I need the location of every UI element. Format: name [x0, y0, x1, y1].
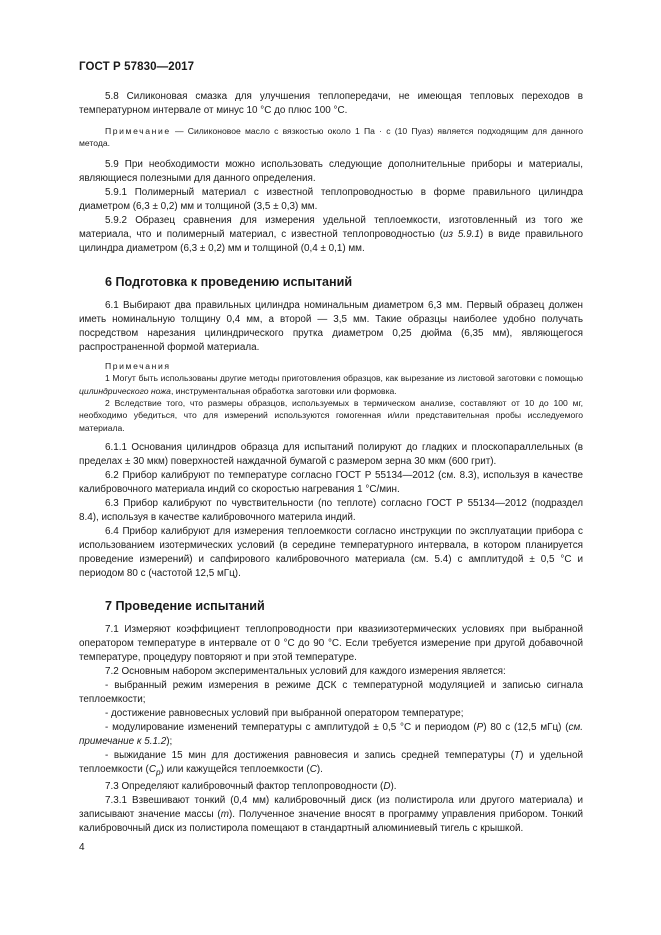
section-6-heading: 6 Подготовка к проведению испытаний — [105, 274, 353, 289]
section-7-heading: 7 Проведение испытаний — [105, 599, 265, 614]
clause-6-3: 6.3 Прибор калибруют по чувствительности (по теплоте) согласно ГОСТ Р 55134—2012 (подраздел 8.4), используя в качестве калибровочного материла индий. — [79, 498, 583, 524]
note-6-1: 1 Могут быть использованы другие методы приготовления образцов, как вырезание из листовой заготовки с помощью цилиндрического ножа, инструментальная обработка заготовки или формовка. — [79, 373, 583, 396]
clause-6-4: 6.4 Прибор калибруют для измерения теплоемкости согласно инструкции по эксплуатации прибора с использованием изотермических условий (в середине температурного интервала, в котором планируется проведение измерений) и сапфирового калибровочного материала (см. 5.4) с амплитудой ± 0,5 °С и периодом 80 с (частотой 12,5 мГц). — [79, 526, 583, 580]
list-item: - достижение равновесных условий при выбранной оператором температуре; — [105, 708, 464, 720]
clause-5-9-1: 5.9.1 Полимерный материал с известной теплопроводностью в форме правильного цилиндра диаметром (6,3 ± 0,2) мм и толщиной (3,5 ± 0,3) мм. — [79, 186, 583, 212]
clause-6-2: 6.2 Прибор калибруют по температуре согласно ГОСТ Р 55134—2012 (см. 8.3), используя в качестве калибровочного материала индий со скоростью нагревания 1 °С/мин. — [79, 470, 583, 496]
notes-6-label: Примечания — [105, 360, 171, 371]
list-item: - модулирование изменений температуры с амплитудой ± 0,5 °С и периодом (Р) 80 с (12,5 мГц) (см. примечание к 5.1.2); — [79, 722, 583, 748]
note-label: Примечание — [105, 126, 171, 136]
clause-5-9-2: 5.9.2 Образец сравнения для измерения удельной теплоемкости, изготовленный из того же материала, что и полимерный материал, с известной теплопроводностью (из 5.9.1) в виде правильного цилиндра диаметром (6,3 ± 0,2) мм и толщиной (0,4 ± 0,1) мм. — [79, 214, 583, 254]
list-item: - выжидание 15 мин для достижения равновесия и запись средней температуры (Т) и удельной теплоемкости $(С_p)$ или кажущейся теплоемкости (С). — [79, 750, 583, 778]
list-item: - выбранный режим измерения в режиме ДСК с температурной модуляцией и записью сигнала теплоемкости; — [79, 680, 583, 706]
document-header: ГОСТ Р 57830—2017 — [79, 61, 195, 73]
clause-7-2: 7.2 Основным набором экспериментальных условий для каждого измерения является: — [105, 666, 506, 678]
clause-6-1: 6.1 Выбирают два правильных цилиндра номинальным диаметром 6,3 мм. Первый образец должен иметь номинальную толщину 0,4 мм, а второй — 3,5 мм. Такие образцы наиболее удобно получать посредством нарезания цилиндрического прутка диаметром 0,25 дюйма (6,35 мм), являющегося распространенной формой материала. — [79, 299, 583, 353]
clause-7-1: 7.1 Измеряют коэффициент теплопроводности при квазиизотермических условиях при выбранной оператором температуре в интервале от 0 °С до 90 °С. Если требуется измерение при другой добавочной температуре, процедуру повторяют и при этой температуре. — [79, 624, 583, 664]
clause-7-3: 7.3 Определяют калибровочный фактор теплопроводности (D). — [105, 781, 397, 793]
clause-7-3-1: 7.3.1 Взвешивают тонкий (0,4 мм) калибровочный диск (из полистирола или другого материала) и записывают значение массы (m). Полученное значение вносят в программу управления прибором. Тонкий калибровочный диск из полистирола помещают в стандартный алюминиевый тигель с крышкой. — [79, 795, 583, 835]
page-content — [79, 90, 583, 836]
clause-6-1-1: 6.1.1 Основания цилиндров образца для испытаний полируют до гладких и плоскопараллельных (в пределах ± 30 мкм) поверхностей наждачной бумагой с размером зерна 30 мкм (600 грит). — [79, 442, 583, 468]
note-6-2: 2 Вследствие того, что размеры образцов, используемых в термическом анализе, составляют от 10 до 100 мг, необходимо убедиться, что для измерений используются гомогенная и/или представительная пробы исследуемого материала. — [79, 398, 583, 433]
clause-5-8: 5.8 Силиконовая смазка для улучшения теплопередачи, не имеющая тепловых переходов в температурном интервале от минус 10 °С до плюс 100 °С. — [79, 91, 583, 116]
note-5-8: Примечание — Силиконовое масло с вязкостью около 1 Па · с (10 Пуаз) является подходящим для данного метода. — [79, 126, 583, 149]
page-number: 4 — [79, 842, 85, 853]
clause-5-9: 5.9 При необходимости можно использовать следующие дополнительные приборы и материалы, являющиеся полезными для данного определения. — [79, 158, 583, 184]
